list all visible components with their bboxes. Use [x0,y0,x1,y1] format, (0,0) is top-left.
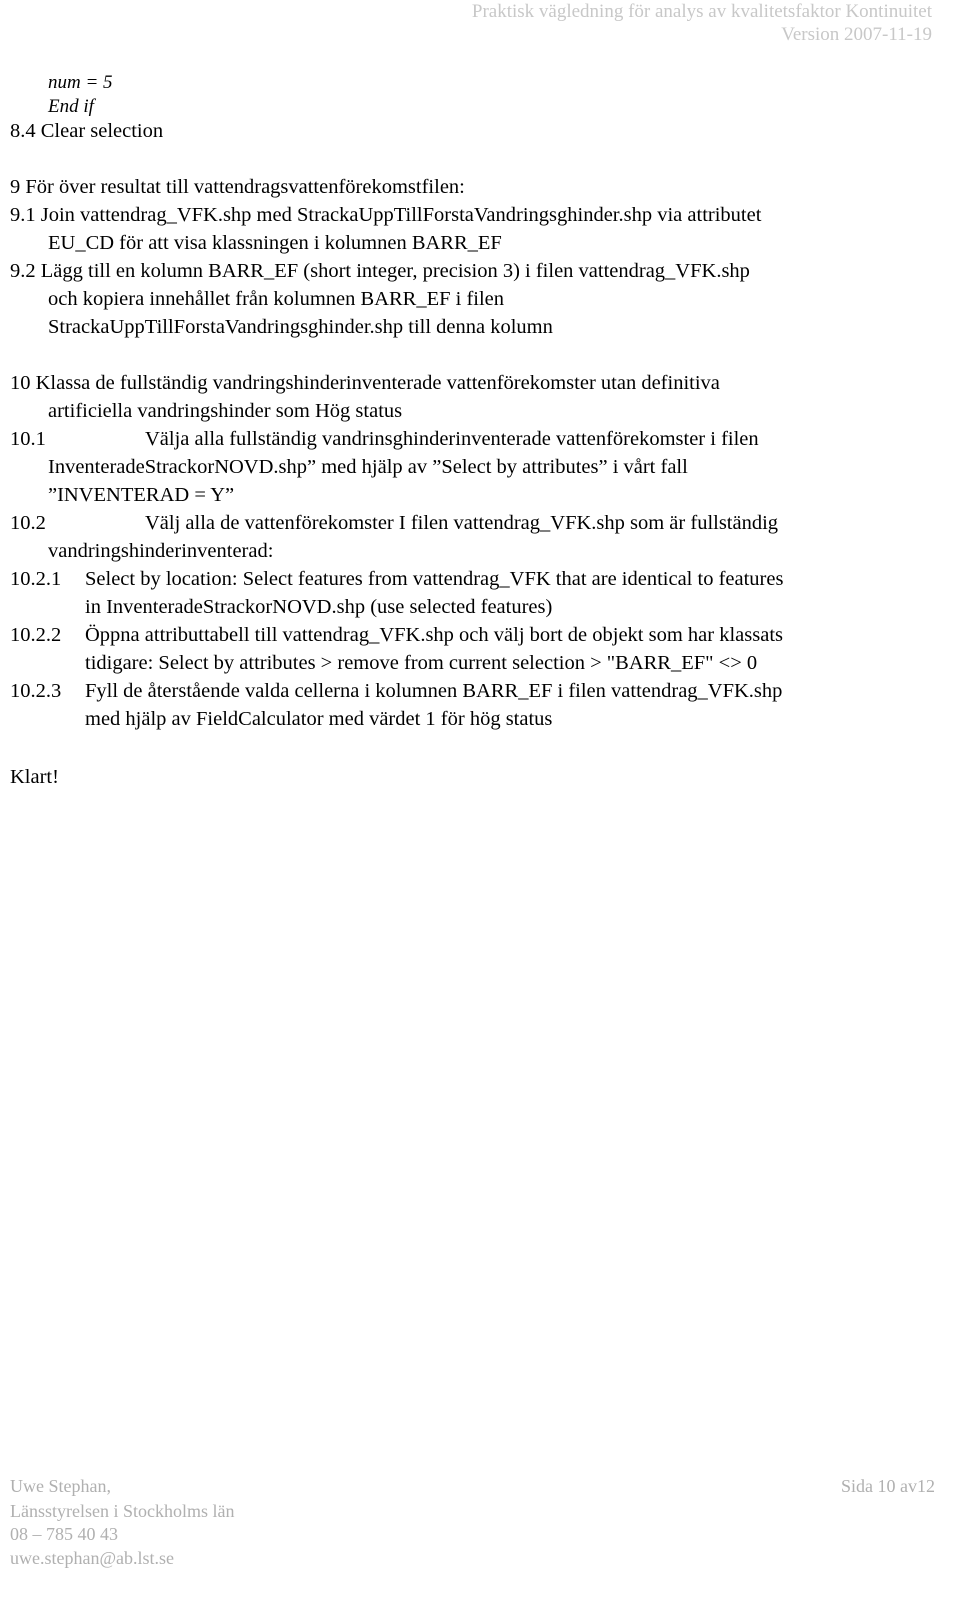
step-10-2-3-line1: Fyll de återstående valda cellerna i kolumnen BARR_EF i filen vattendrag_VFK.shp [85,680,783,702]
header-version: Version 2007-11-19 [781,24,932,45]
step-9-heading: 9 För över resultat till vattendragsvattenförekomstfilen: [10,176,465,198]
footer-page-number: Sida 10 av12 [841,1476,935,1496]
step-10-2-1-line2: in InventeradeStrackorNOVD.shp (use selected features) [85,596,553,618]
code-line-endif: End if [48,96,94,117]
step-10-2-2-number: 10.2.2 [10,624,62,646]
footer-email: uwe.stephan@ab.lst.se [10,1548,175,1568]
code-line-num: num = 5 [48,72,113,93]
step-9-1-line2: EU_CD för att visa klassningen i kolumnen BARR_EF [48,232,502,254]
step-10-2-2-line2: tidigare: Select by attributes > remove from current selection > "BARR_EF" <> 0 [85,652,758,674]
step-9-2-line2: och kopiera innehållet från kolumnen BARR_EF i filen [48,288,505,310]
step-10-2-line1: Välj alla de vattenförekomster I filen vattendrag_VFK.shp som är fullständig [145,512,779,534]
step-9-1-line1: 9.1 Join vattendrag_VFK.shp med StrackaUppTillForstaVandringsghinder.shp via attributet [10,204,762,226]
footer-author: Uwe Stephan, [10,1476,111,1496]
step-10-1-number: 10.1 [10,428,46,450]
step-9-2-line1: 9.2 Lägg till en kolumn BARR_EF (short integer, precision 3) i filen vattendrag_VFK.shp [10,260,750,282]
step-10-2-number: 10.2 [10,512,46,534]
step-10-2-3-line2: med hjälp av FieldCalculator med värdet 1 för hög status [85,708,553,730]
step-10-1-line2: InventeradeStrackorNOVD.shp” med hjälp av ”Select by attributes” i vårt fall [48,456,688,478]
step-10-2-2-line1: Öppna attributtabell till vattendrag_VFK.shp och välj bort de objekt som har klassats [85,624,784,646]
step-9-2-line3: StrackaUppTillForstaVandringsghinder.shp till denna kolumn [48,316,553,338]
step-10-2-3-number: 10.2.3 [10,680,62,702]
step-10-1-line1: Välja alla fullständig vandrinsghinderinventerade vattenförekomster i filen [145,428,759,450]
step-10-2-1-line1: Select by location: Select features from vattendrag_VFK that are identical to features [85,568,784,590]
step-10-1-line3: ”INVENTERAD = Y” [48,484,235,506]
done-text: Klart! [10,766,59,788]
footer-phone: 08 – 785 40 43 [10,1524,118,1544]
step-10-heading-line2: artificiella vandringshinder som Hög status [48,400,403,422]
step-10-2-line2: vandringshinderinventerad: [48,540,274,562]
step-10-2-1-number: 10.2.1 [10,568,62,590]
footer-organisation: Länsstyrelsen i Stockholms län [10,1501,235,1521]
step-10-heading-line1: 10 Klassa de fullständig vandringshinderinventerade vattenförekomster utan definitiva [10,372,720,394]
step-8-4: 8.4 Clear selection [10,120,164,142]
header-title: Praktisk vägledning för analys av kvalitetsfaktor Kontinuitet [471,1,932,22]
